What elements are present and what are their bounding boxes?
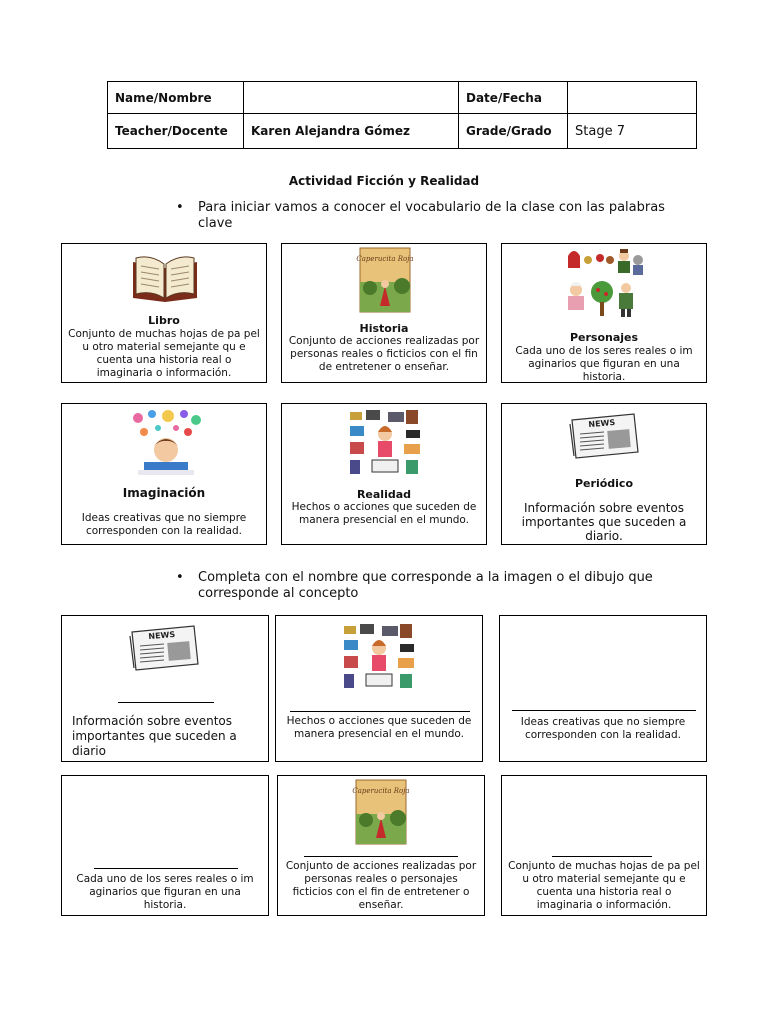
imagination-icon <box>128 408 204 476</box>
exercise-card-3 <box>499 615 707 762</box>
name-value[interactable] <box>244 82 459 114</box>
vocab-name: Imaginación <box>122 486 206 500</box>
instruction-second <box>176 570 678 602</box>
grade-label: Grade/Grado <box>459 114 568 149</box>
newspaper-icon <box>128 624 202 672</box>
answer-line[interactable] <box>290 711 470 712</box>
vocab-desc: Cada uno de los seres reales o im aginarios que figuran en una historia. <box>515 345 693 383</box>
exercise-desc: Conjunto de muchas hojas de pa pel u otro material semejante qu e cuenta una historia real o imaginaria o información. <box>508 860 700 911</box>
grade-value: Stage 7 <box>568 114 697 149</box>
bullet-icon: • <box>176 570 184 585</box>
reality-collage-icon <box>342 622 416 690</box>
vocab-desc: Conjunto de muchas hojas de pa pel u otro material semejante qu e cuenta una historia real o imaginaria o información. <box>68 328 260 379</box>
exercise-desc: Conjunto de acciones realizadas por personas reales o personajes ficticios con el fin de entretener o enseñar. <box>285 860 477 911</box>
vocab-name: Periódico <box>575 477 633 490</box>
vocab-name: Libro <box>148 314 180 327</box>
storybook-title: Caperucita Roja <box>352 787 410 795</box>
vocab-name: Personajes <box>569 331 639 344</box>
storybook-icon <box>356 248 414 312</box>
header-table <box>107 81 697 149</box>
book-icon <box>129 252 201 304</box>
characters-icon <box>566 248 644 320</box>
vocab-desc: Conjunto de acciones realizadas por personas reales o ficticios con el fin de entretener o enseñar. <box>288 335 480 373</box>
vocab-card-periodico <box>501 403 707 545</box>
exercise-card-4 <box>61 775 269 916</box>
newspaper-icon <box>568 412 642 460</box>
bullet-icon: • <box>176 200 184 215</box>
vocab-card-historia <box>281 243 487 383</box>
teacher-label: Teacher/Docente <box>108 114 244 149</box>
answer-line[interactable] <box>118 702 214 703</box>
exercise-card-5 <box>277 775 485 916</box>
name-label: Name/Nombre <box>108 82 244 114</box>
answer-line[interactable] <box>552 856 652 857</box>
exercise-desc: Hechos o acciones que suceden de manera presencial en el mundo. <box>286 715 472 740</box>
svg-text:NEWS: NEWS <box>148 629 176 642</box>
vocab-desc: Hechos o acciones que suceden de manera presencial en el mundo. <box>291 501 477 526</box>
date-label: Date/Fecha <box>459 82 568 114</box>
instruction-first-text: Para iniciar vamos a conocer el vocabulario de la clase con las palabras clave <box>198 200 665 231</box>
vocab-desc: Información sobre eventos importantes que suceden a diario. <box>521 501 687 543</box>
vocab-card-personajes <box>501 243 707 383</box>
exercise-card-2 <box>275 615 483 762</box>
instruction-second-text: Completa con el nombre que corresponde a la imagen o el dibujo que corresponde al concepto <box>198 570 653 601</box>
vocab-name: Historia <box>359 322 409 335</box>
answer-line[interactable] <box>304 856 458 857</box>
date-value[interactable] <box>568 82 697 114</box>
exercise-desc: Información sobre eventos importantes que suceden a diario <box>72 714 237 758</box>
exercise-desc: Cada uno de los seres reales o im aginarios que figuran en una historia. <box>76 873 254 911</box>
teacher-value: Karen Alejandra Gómez <box>244 114 459 149</box>
answer-line[interactable] <box>94 868 238 869</box>
answer-line[interactable] <box>512 710 696 711</box>
exercise-card-1 <box>61 615 269 762</box>
storybook-title: Caperucita Roja <box>356 255 414 263</box>
instruction-first <box>176 200 668 232</box>
vocab-name: Realidad <box>356 488 412 501</box>
vocab-desc: Ideas creativas que no siempre corresponden con la realidad. <box>81 512 247 537</box>
exercise-card-6 <box>501 775 707 916</box>
activity-title: Actividad Ficción y Realidad <box>288 174 480 188</box>
exercise-desc: Ideas creativas que no siempre corresponden con la realidad. <box>520 716 686 741</box>
vocab-card-realidad <box>281 403 487 545</box>
vocab-card-imaginacion <box>61 403 267 545</box>
vocab-card-libro <box>61 243 267 383</box>
reality-collage-icon <box>348 408 422 476</box>
storybook-icon <box>352 780 410 844</box>
svg-text:NEWS: NEWS <box>588 417 616 430</box>
